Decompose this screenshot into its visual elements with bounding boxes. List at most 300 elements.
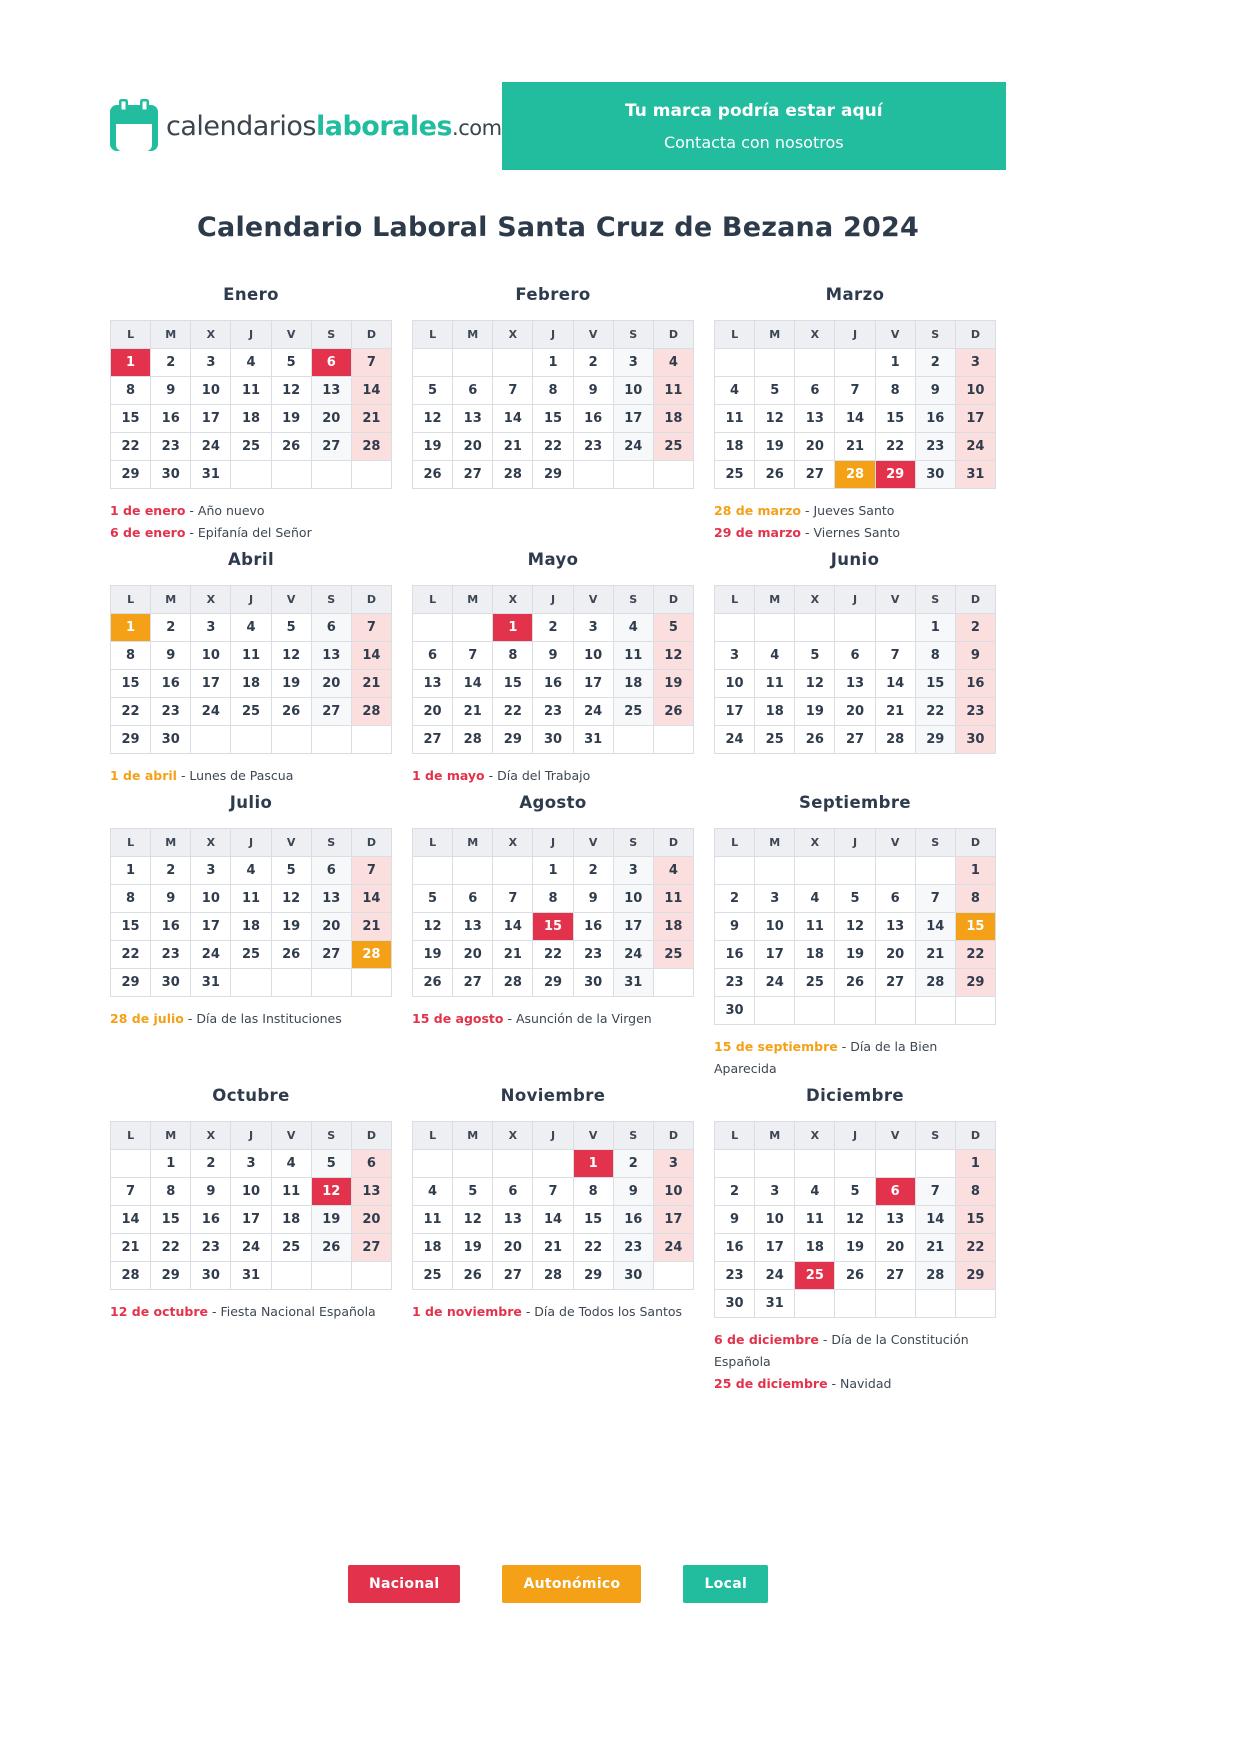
holiday-date: 28 de marzo: [714, 503, 802, 518]
month-title: Diciembre: [806, 1086, 904, 1105]
empty-cell: [795, 857, 835, 885]
legend-local-button[interactable]: Local: [683, 1565, 768, 1603]
day-cell: 2: [151, 349, 191, 377]
month-table: [714, 585, 996, 754]
day-cell: 30: [715, 1290, 755, 1318]
day-cell: 16: [151, 405, 191, 433]
day-cell: 19: [271, 405, 311, 433]
day-cell: 27: [453, 969, 493, 997]
day-cell: 21: [351, 670, 391, 698]
day-header-cell: V: [271, 321, 311, 349]
day-cell: 22: [915, 698, 955, 726]
month-notes: [714, 1329, 996, 1395]
day-header-cell: M: [755, 321, 795, 349]
day-cell: 25: [413, 1262, 453, 1290]
day-cell: 17: [573, 670, 613, 698]
empty-cell: [311, 726, 351, 754]
day-cell: 8: [111, 642, 151, 670]
empty-cell: [351, 726, 391, 754]
day-header-cell: X: [493, 321, 533, 349]
week-row: [413, 433, 694, 461]
day-header-row: [111, 1122, 392, 1150]
day-cell: 16: [151, 670, 191, 698]
empty-cell: [875, 614, 915, 642]
day-cell: 11: [795, 913, 835, 941]
day-cell: 25: [653, 433, 693, 461]
day-cell: 9: [573, 885, 613, 913]
day-header-cell: J: [835, 1122, 875, 1150]
day-cell: 6: [453, 377, 493, 405]
ad-banner[interactable]: [502, 82, 1006, 170]
holiday-desc: - Día del Trabajo: [488, 768, 591, 783]
day-cell: 7: [915, 1178, 955, 1206]
day-cell: 20: [351, 1206, 391, 1234]
day-cell: 28: [351, 941, 391, 969]
empty-cell: [915, 1290, 955, 1318]
month-block: [412, 550, 694, 787]
day-cell: 13: [453, 405, 493, 433]
day-cell: 2: [573, 349, 613, 377]
legend-autonomico-button[interactable]: Autonómico: [502, 1565, 641, 1603]
day-header-cell: S: [613, 1122, 653, 1150]
day-header-row: [413, 321, 694, 349]
day-header-cell: D: [653, 1122, 693, 1150]
week-row: [413, 1206, 694, 1234]
holiday-note: [110, 522, 392, 544]
day-cell: 14: [351, 885, 391, 913]
day-header-cell: S: [311, 321, 351, 349]
week-row: [413, 349, 694, 377]
day-cell: 18: [653, 405, 693, 433]
empty-cell: [271, 969, 311, 997]
day-cell: 17: [653, 1206, 693, 1234]
months-grid: [110, 285, 1006, 1395]
day-cell: 14: [493, 405, 533, 433]
day-cell: 23: [715, 1262, 755, 1290]
day-cell: 7: [493, 377, 533, 405]
week-row: [715, 670, 996, 698]
day-cell: 26: [653, 698, 693, 726]
day-cell: 18: [231, 913, 271, 941]
day-cell: 5: [755, 377, 795, 405]
day-cell: 30: [151, 969, 191, 997]
holiday-date: 6 de enero: [110, 525, 186, 540]
day-cell: 19: [413, 941, 453, 969]
day-header-cell: S: [613, 586, 653, 614]
day-cell: 22: [955, 1234, 995, 1262]
month-table: [412, 585, 694, 754]
site-logo[interactable]: [110, 99, 502, 153]
day-cell: 29: [111, 461, 151, 489]
day-cell: 3: [715, 642, 755, 670]
day-cell: 13: [493, 1206, 533, 1234]
day-header-cell: J: [835, 321, 875, 349]
holiday-note: [714, 500, 996, 522]
day-cell: 24: [755, 969, 795, 997]
day-cell: 29: [533, 969, 573, 997]
week-row: [715, 614, 996, 642]
day-cell: 3: [191, 857, 231, 885]
empty-cell: [755, 349, 795, 377]
logo-text-calendarios: calendarios: [166, 110, 316, 142]
day-cell: 19: [413, 433, 453, 461]
banner-contact-link[interactable]: Contacta con nosotros: [663, 132, 844, 152]
day-cell: 6: [875, 1178, 915, 1206]
day-cell: 2: [715, 885, 755, 913]
day-cell: 14: [875, 670, 915, 698]
day-cell: 13: [795, 405, 835, 433]
day-cell: 8: [533, 377, 573, 405]
month-table: [714, 320, 996, 489]
day-header-cell: L: [111, 829, 151, 857]
week-row: [111, 1234, 392, 1262]
month-title: Mayo: [527, 550, 579, 569]
month-block: [714, 793, 996, 1080]
day-header-cell: M: [755, 586, 795, 614]
day-cell: 20: [875, 941, 915, 969]
day-cell: 23: [191, 1234, 231, 1262]
week-row: [413, 614, 694, 642]
day-header-cell: X: [795, 321, 835, 349]
empty-cell: [493, 349, 533, 377]
day-cell: 19: [453, 1234, 493, 1262]
day-cell: 11: [413, 1206, 453, 1234]
day-header-cell: L: [413, 321, 453, 349]
day-header-cell: L: [111, 1122, 151, 1150]
day-cell: 26: [271, 698, 311, 726]
day-cell: 16: [191, 1206, 231, 1234]
month-table: [110, 320, 392, 489]
holiday-desc: - Año nuevo: [189, 503, 265, 518]
day-header-cell: L: [111, 586, 151, 614]
empty-cell: [755, 614, 795, 642]
day-cell: 5: [835, 885, 875, 913]
holiday-desc: - Día de la Constitución Española: [714, 1332, 969, 1369]
day-cell: 11: [613, 642, 653, 670]
holiday-date: 1 de mayo: [412, 768, 485, 783]
day-cell: 1: [573, 1150, 613, 1178]
day-cell: 9: [715, 913, 755, 941]
day-cell: 28: [915, 1262, 955, 1290]
day-cell: 1: [915, 614, 955, 642]
month-block: [110, 1086, 392, 1395]
day-header-cell: S: [311, 829, 351, 857]
day-cell: 17: [613, 913, 653, 941]
week-row: [715, 642, 996, 670]
day-cell: 7: [351, 614, 391, 642]
week-row: [111, 1178, 392, 1206]
day-header-cell: V: [875, 1122, 915, 1150]
month-title: Febrero: [515, 285, 591, 304]
day-cell: 10: [715, 670, 755, 698]
month-table: [110, 828, 392, 997]
day-header-cell: X: [191, 1122, 231, 1150]
empty-cell: [915, 1150, 955, 1178]
day-cell: 22: [573, 1234, 613, 1262]
holiday-date: 1 de enero: [110, 503, 186, 518]
week-row: [715, 461, 996, 489]
empty-cell: [835, 349, 875, 377]
day-header-cell: J: [835, 829, 875, 857]
empty-cell: [453, 857, 493, 885]
day-cell: 21: [111, 1234, 151, 1262]
empty-cell: [715, 614, 755, 642]
day-cell: 2: [573, 857, 613, 885]
week-row: [111, 377, 392, 405]
day-cell: 19: [271, 913, 311, 941]
empty-cell: [493, 857, 533, 885]
day-header-cell: J: [533, 586, 573, 614]
week-row: [111, 349, 392, 377]
day-cell: 1: [533, 349, 573, 377]
day-header-row: [413, 586, 694, 614]
day-cell: 22: [533, 433, 573, 461]
month-notes: [714, 500, 996, 544]
day-cell: 25: [613, 698, 653, 726]
month-notes: [714, 765, 996, 787]
day-cell: 4: [271, 1150, 311, 1178]
day-cell: 1: [875, 349, 915, 377]
day-cell: 9: [573, 377, 613, 405]
day-cell: 12: [271, 642, 311, 670]
day-cell: 24: [191, 941, 231, 969]
week-row: [715, 913, 996, 941]
day-cell: 22: [111, 433, 151, 461]
month-notes: [412, 765, 694, 787]
day-cell: 10: [755, 1206, 795, 1234]
day-cell: 13: [351, 1178, 391, 1206]
day-cell: 3: [231, 1150, 271, 1178]
empty-cell: [875, 997, 915, 1025]
empty-cell: [271, 461, 311, 489]
day-header-cell: J: [231, 829, 271, 857]
day-cell: 24: [191, 433, 231, 461]
week-row: [715, 377, 996, 405]
day-header-row: [111, 586, 392, 614]
empty-cell: [755, 997, 795, 1025]
week-row: [111, 726, 392, 754]
day-cell: 20: [493, 1234, 533, 1262]
day-cell: 9: [151, 642, 191, 670]
day-header-cell: D: [351, 1122, 391, 1150]
legend-nacional-button[interactable]: Nacional: [348, 1565, 461, 1603]
empty-cell: [351, 1262, 391, 1290]
month-notes: [412, 1008, 694, 1030]
day-cell: 15: [111, 670, 151, 698]
day-cell: 11: [653, 377, 693, 405]
day-cell: 4: [795, 885, 835, 913]
month-table: [110, 1121, 392, 1290]
week-row: [413, 1178, 694, 1206]
empty-cell: [413, 614, 453, 642]
day-header-row: [715, 829, 996, 857]
day-cell: 5: [311, 1150, 351, 1178]
day-header-cell: D: [351, 829, 391, 857]
empty-cell: [191, 726, 231, 754]
day-cell: 17: [955, 405, 995, 433]
week-row: [413, 913, 694, 941]
day-cell: 30: [191, 1262, 231, 1290]
logo-text-com: .com: [452, 115, 502, 140]
day-cell: 13: [311, 377, 351, 405]
day-cell: 15: [111, 913, 151, 941]
day-cell: 26: [413, 461, 453, 489]
holiday-desc: - Viernes Santo: [805, 525, 901, 540]
day-cell: 5: [271, 349, 311, 377]
day-cell: 30: [533, 726, 573, 754]
day-cell: 19: [755, 433, 795, 461]
month-notes: [412, 500, 694, 522]
empty-cell: [875, 1150, 915, 1178]
day-cell: 8: [111, 885, 151, 913]
day-cell: 4: [231, 614, 271, 642]
day-cell: 7: [875, 642, 915, 670]
page-content: [110, 0, 1006, 1603]
day-cell: 26: [271, 941, 311, 969]
day-cell: 16: [955, 670, 995, 698]
day-cell: 17: [613, 405, 653, 433]
day-cell: 14: [453, 670, 493, 698]
day-cell: 21: [875, 698, 915, 726]
month-title: Septiembre: [799, 793, 911, 812]
day-cell: 13: [875, 913, 915, 941]
day-cell: 6: [311, 349, 351, 377]
day-cell: 1: [151, 1150, 191, 1178]
holiday-note: [714, 1036, 996, 1080]
holiday-desc: - Día de las Instituciones: [187, 1011, 342, 1026]
day-cell: 20: [311, 405, 351, 433]
day-cell: 27: [311, 433, 351, 461]
day-cell: 12: [311, 1178, 351, 1206]
holiday-note: [412, 765, 694, 787]
day-cell: 24: [715, 726, 755, 754]
month-block: [110, 550, 392, 787]
day-header-cell: D: [653, 829, 693, 857]
logo-text: [166, 111, 502, 142]
holiday-date: 29 de marzo: [714, 525, 802, 540]
month-table: [412, 1121, 694, 1290]
month-title: Octubre: [212, 1086, 290, 1105]
day-cell: 30: [715, 997, 755, 1025]
day-header-cell: S: [915, 321, 955, 349]
day-header-cell: V: [875, 586, 915, 614]
week-row: [413, 941, 694, 969]
week-row: [413, 642, 694, 670]
day-cell: 11: [755, 670, 795, 698]
day-cell: 7: [493, 885, 533, 913]
month-table: [110, 585, 392, 754]
day-cell: 7: [111, 1178, 151, 1206]
day-cell: 10: [573, 642, 613, 670]
day-header-cell: D: [955, 586, 995, 614]
day-cell: 4: [715, 377, 755, 405]
empty-cell: [875, 1290, 915, 1318]
week-row: [111, 405, 392, 433]
month-notes: [412, 1301, 694, 1323]
day-cell: 16: [573, 405, 613, 433]
day-header-row: [715, 1122, 996, 1150]
day-cell: 25: [231, 941, 271, 969]
empty-cell: [715, 349, 755, 377]
day-cell: 4: [653, 349, 693, 377]
empty-cell: [453, 349, 493, 377]
day-cell: 5: [413, 885, 453, 913]
day-cell: 21: [915, 941, 955, 969]
holiday-note: [110, 1301, 392, 1323]
month-table: [714, 1121, 996, 1318]
day-cell: 16: [715, 1234, 755, 1262]
day-cell: 6: [875, 885, 915, 913]
day-cell: 6: [835, 642, 875, 670]
day-header-cell: D: [955, 321, 995, 349]
day-header-row: [715, 586, 996, 614]
day-cell: 31: [955, 461, 995, 489]
day-cell: 23: [151, 433, 191, 461]
day-cell: 5: [453, 1178, 493, 1206]
holiday-desc: - Día de la Bien Aparecida: [714, 1039, 938, 1076]
day-header-cell: M: [453, 829, 493, 857]
day-header-cell: M: [151, 586, 191, 614]
day-cell: 3: [955, 349, 995, 377]
holiday-note: [412, 1301, 694, 1323]
day-cell: 30: [915, 461, 955, 489]
day-cell: 15: [493, 670, 533, 698]
holiday-desc: - Lunes de Pascua: [180, 768, 294, 783]
day-cell: 11: [715, 405, 755, 433]
empty-cell: [231, 969, 271, 997]
day-cell: 21: [533, 1234, 573, 1262]
day-cell: 13: [835, 670, 875, 698]
day-cell: 25: [795, 1262, 835, 1290]
day-cell: 11: [231, 642, 271, 670]
calendar-logo-icon: [110, 99, 158, 153]
day-header-cell: J: [835, 586, 875, 614]
day-cell: 10: [755, 913, 795, 941]
day-cell: 22: [111, 941, 151, 969]
day-cell: 24: [613, 941, 653, 969]
empty-cell: [915, 857, 955, 885]
day-cell: 28: [111, 1262, 151, 1290]
day-cell: 22: [151, 1234, 191, 1262]
day-cell: 15: [573, 1206, 613, 1234]
day-cell: 25: [715, 461, 755, 489]
day-header-cell: V: [271, 1122, 311, 1150]
month-notes: [110, 765, 392, 787]
week-row: [715, 969, 996, 997]
day-cell: 18: [231, 670, 271, 698]
day-header-cell: L: [715, 586, 755, 614]
day-cell: 22: [493, 698, 533, 726]
day-cell: 29: [111, 726, 151, 754]
day-header-cell: D: [653, 321, 693, 349]
day-cell: 18: [715, 433, 755, 461]
day-header-cell: S: [311, 586, 351, 614]
day-cell: 1: [493, 614, 533, 642]
week-row: [715, 997, 996, 1025]
day-cell: 9: [955, 642, 995, 670]
day-header-cell: L: [413, 829, 453, 857]
empty-cell: [573, 461, 613, 489]
month-title: Junio: [830, 550, 880, 569]
day-header-cell: J: [533, 321, 573, 349]
day-cell: 30: [151, 726, 191, 754]
week-row: [111, 461, 392, 489]
day-header-cell: V: [573, 321, 613, 349]
week-row: [413, 461, 694, 489]
day-cell: 27: [311, 941, 351, 969]
empty-cell: [835, 1150, 875, 1178]
day-cell: 23: [955, 698, 995, 726]
